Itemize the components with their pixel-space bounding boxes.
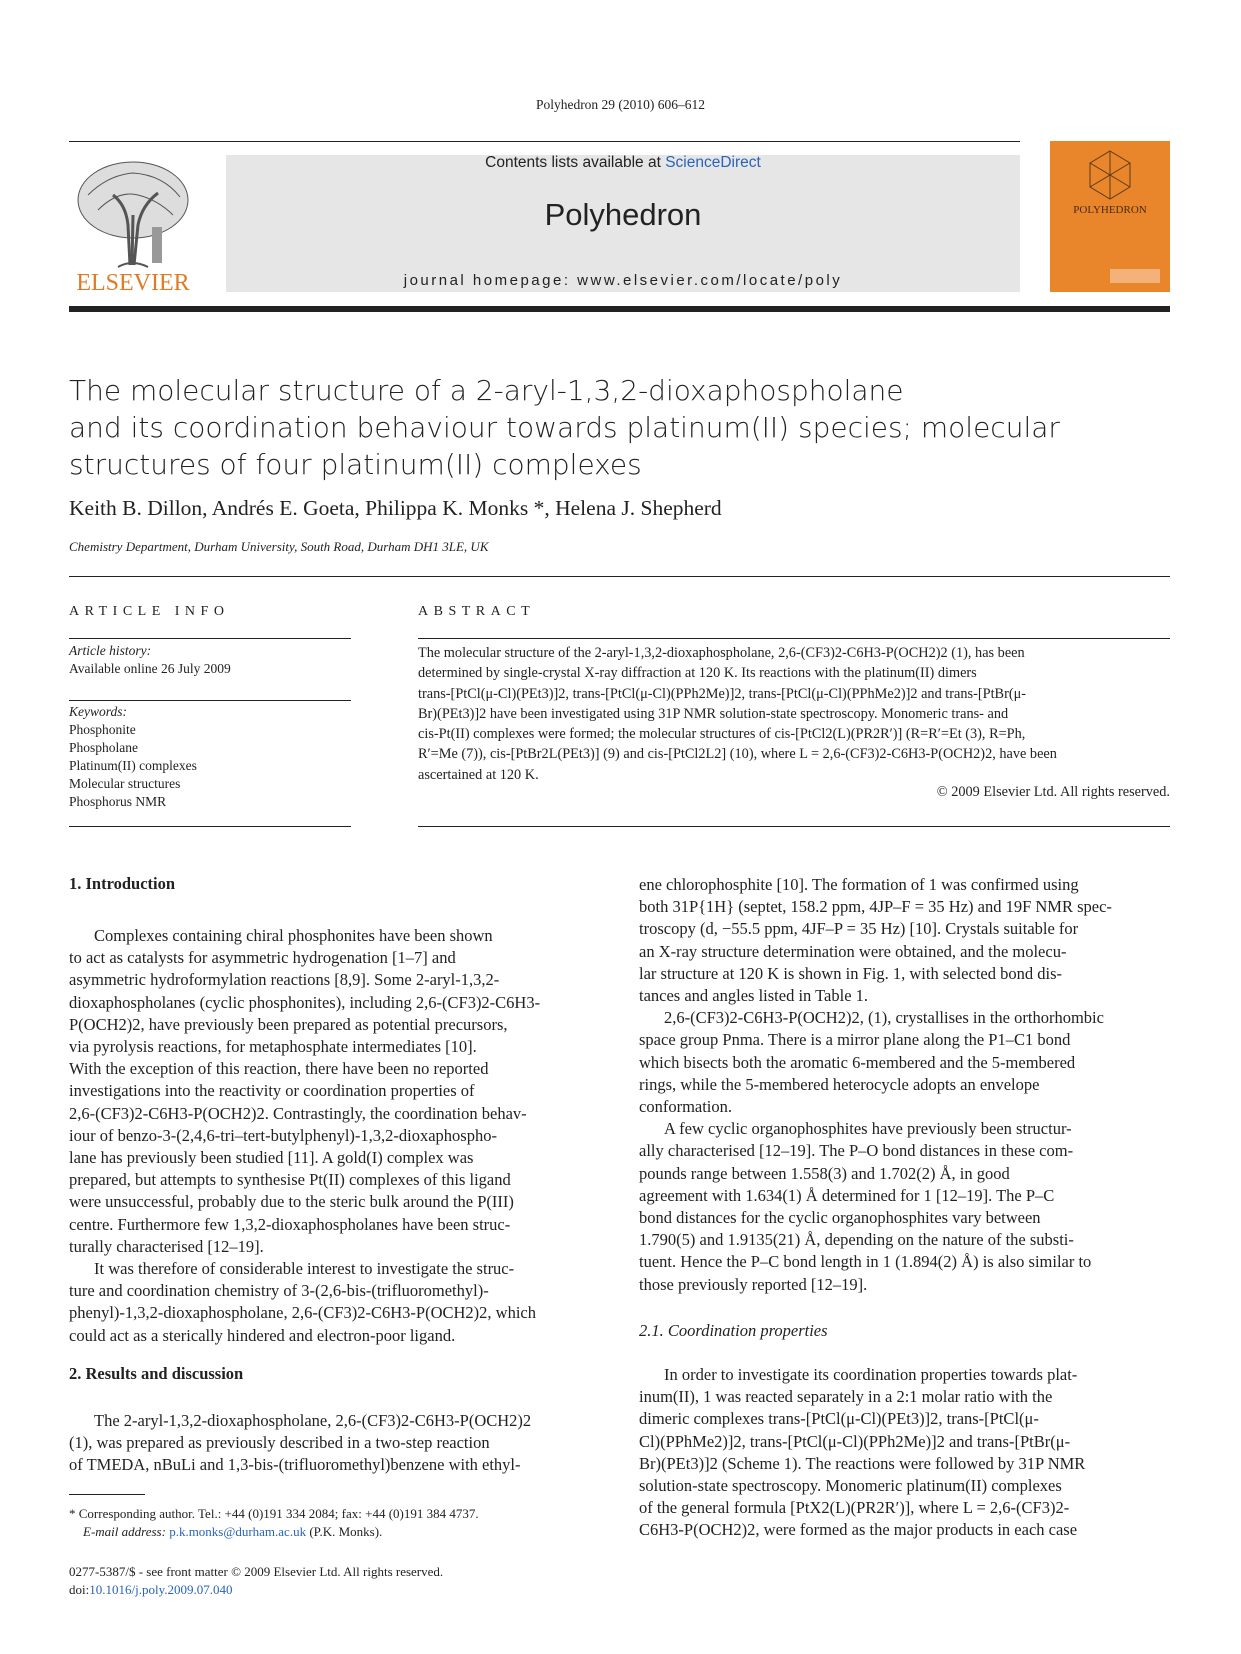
- text-line: prepared, but attempts to synthesise Pt(II) complexes of this ligand: [69, 1170, 511, 1190]
- article-history: [69, 642, 351, 678]
- text-line: ally characterised [12–19]. The P–O bond distances in these com-: [639, 1141, 1074, 1161]
- text-line: of the general formula [PtX2(L)(PR2R′)], where L = 2,6-(CF3)2-: [639, 1498, 1070, 1518]
- svg-text:ELSEVIER: ELSEVIER: [76, 270, 190, 295]
- text-line: pounds range between 1.558(3) and 1.702(2) Å, in good: [639, 1163, 1010, 1183]
- text-line: ture and coordination chemistry of 3-(2,6-bis-(trifluoromethyl)-: [69, 1281, 489, 1301]
- keywords-label: Keywords:: [69, 704, 127, 719]
- abstract-line: The molecular structure of the 2-aryl-1,3,2-dioxaphospholane, 2,6-(CF3)2-C6H3-P(OCH2)2 (1), has been: [418, 645, 1025, 661]
- keyword: Phosphorus NMR: [69, 794, 167, 809]
- title-line: The molecular structure of a 2-aryl-1,3,2-dioxaphospholane: [69, 374, 904, 407]
- tree-icon: [68, 155, 198, 295]
- text-line: those previously reported [12–19].: [639, 1274, 868, 1294]
- abstract-rule: [418, 826, 1170, 827]
- info-top-rule: [69, 576, 1170, 577]
- text-line: P(OCH2)2, have previously been prepared as potential precursors,: [69, 1014, 508, 1034]
- text-line: 2,6-(CF3)2-C6H3-P(OCH2)2. Contrastingly, the coordination behav-: [69, 1103, 527, 1123]
- text-line: to act as catalysts for asymmetric hydrogenation [1–7] and: [69, 948, 456, 968]
- section-heading-introduction: 1. Introduction: [69, 874, 176, 893]
- text-line: lane has previously been studied [11]. A gold(I) complex was: [69, 1148, 474, 1168]
- introduction-text: [69, 925, 600, 1347]
- text-line: turally characterised [12–19].: [69, 1236, 264, 1256]
- text-line: via pyrolysis reactions, for metaphosphate intermediates [10].: [69, 1037, 477, 1057]
- abstract-line: cis-Pt(II) complexes were formed; the molecular structures of cis-[PtCl2(L)(PR2R′)] (R=R′=Et (3), R=Ph,: [418, 726, 1026, 743]
- front-matter: [69, 1563, 629, 1599]
- doi-link[interactable]: 10.1016/j.poly.2009.07.040: [89, 1582, 233, 1597]
- text-line: Br)(PEt3)]2 (Scheme 1). The reactions were followed by 31P NMR: [639, 1453, 1086, 1473]
- text-line: rings, while the 5-membered heterocycle adopts an envelope: [639, 1074, 1040, 1094]
- text-line: Cl)(PPhMe2)]2, trans-[PtCl(μ-Cl)(PPh2Me)]2 and trans-[PtBr(μ-: [639, 1431, 1071, 1451]
- text-line: dioxaphospholanes (cyclic phosphonites), including 2,6-(CF3)2-C6H3-: [69, 992, 541, 1012]
- keyword: Phospholane: [69, 740, 138, 755]
- sciencedirect-link[interactable]: ScienceDirect: [665, 154, 761, 171]
- text-line: troscopy (d, −55.5 ppm, 4JF–P = 35 Hz) [10]. Crystals suitable for: [639, 919, 1079, 939]
- text-line: dimeric complexes trans-[PtCl(μ-Cl)(PEt3)]2, trans-[PtCl(μ-: [639, 1409, 1039, 1429]
- text-line: In order to investigate its coordination properties towards plat-: [664, 1365, 1078, 1385]
- email-suffix: (P.K. Monks).: [306, 1524, 383, 1539]
- info-rule: [69, 700, 351, 701]
- abstract-rule: [418, 638, 1170, 639]
- spacer: [639, 1342, 1170, 1364]
- info-rule: [69, 826, 351, 827]
- text-line: solution-state spectroscopy. Monomeric platinum(II) complexes: [639, 1476, 1062, 1496]
- svg-text:POLYHEDRON: POLYHEDRON: [1073, 204, 1147, 216]
- history-label: Article history:: [69, 643, 152, 658]
- text-line: It was therefore of considerable interest to investigate the struc-: [94, 1259, 515, 1279]
- results-text: [69, 1410, 600, 1477]
- text-line: ene chlorophosphite [10]. The formation of 1 was confirmed using: [639, 875, 1079, 894]
- section-heading-results: 2. Results and discussion: [69, 1364, 244, 1383]
- contents-line: [226, 154, 1020, 172]
- text-line: were unsuccessful, probably due to the steric bulk around the P(III): [69, 1192, 514, 1212]
- history-value: Available online 26 July 2009: [69, 661, 231, 676]
- text-line: space group Pnma. There is a mirror plane along the P1–C1 bond: [639, 1030, 1071, 1050]
- text-line: (1), was prepared as previously described in a two-step reaction: [69, 1433, 490, 1453]
- abstract-heading: ABSTRACT: [418, 604, 536, 619]
- text-line: iour of benzo-3-(2,4,6-tri–tert-butylphenyl)-1,3,2-dioxaphospho-: [69, 1125, 497, 1145]
- title-line: structures of four platinum(II) complexes: [69, 448, 642, 481]
- text-line: C6H3-P(OCH2)2, were formed as the major products in each case: [639, 1520, 1078, 1540]
- text-line: With the exception of this reaction, there have been no reported: [69, 1059, 489, 1079]
- footnote-rule: [69, 1494, 145, 1495]
- abstract-line: Br)(PEt3)]2 have been investigated using 31P NMR solution-state spectroscopy. Monomeric trans- and: [418, 705, 1009, 722]
- text-line: agreement with 1.634(1) Å determined for 1 [12–19]. The P–C: [639, 1185, 1055, 1205]
- banner-thick-rule: [69, 306, 1170, 312]
- abstract-line: determined by single-crystal X-ray diffraction at 120 K. Its reactions with the platinum(II) dimers: [418, 665, 977, 682]
- subsection-heading-coordination: 2.1. Coordination properties: [639, 1320, 828, 1340]
- abstract-line: ascertained at 120 K.: [418, 766, 539, 783]
- right-column-text: [639, 874, 1170, 1542]
- affiliation: Chemistry Department, Durham University, South Road, Durham DH1 3LE, UK: [69, 539, 489, 554]
- journal-title[interactable]: Polyhedron: [544, 197, 702, 232]
- text-line: A few cyclic organophosphites have previously been structur-: [664, 1119, 1072, 1139]
- abstract-line: trans-[PtCl(μ-Cl)(PEt3)]2, trans-[PtCl(μ-Cl)(PPh2Me)]2, trans-[PtCl(μ-Cl)(PPhMe2)]2 and trans-[PtBr(μ-: [418, 685, 1027, 702]
- text-line: investigations into the reactivity or coordination properties of: [69, 1081, 475, 1101]
- text-line: conformation.: [639, 1097, 733, 1117]
- text-line: which bisects both the aromatic 6-membered and the 5-membered: [639, 1052, 1076, 1072]
- text-line: bond distances for the cyclic organophosphites vary between: [639, 1208, 1041, 1228]
- text-line: inum(II), 1 was reacted separately in a 2:1 molar ratio with the: [639, 1387, 1053, 1407]
- doi-line: [69, 1581, 629, 1599]
- text-line: could act as a sterically hindered and electron-poor ligand.: [69, 1325, 456, 1345]
- keywords: [69, 703, 351, 811]
- text-line: 1.790(5) and 1.9135(21) Å, depending on the nature of the substi-: [639, 1230, 1074, 1250]
- email-label: E-mail address:: [83, 1524, 170, 1539]
- text-line: 2,6-(CF3)2-C6H3-P(OCH2)2, (1), crystallises in the orthorhombic: [664, 1008, 1104, 1028]
- email-line: [69, 1523, 629, 1541]
- info-rule: [69, 638, 351, 639]
- article-title: [69, 372, 1149, 483]
- title-line: and its coordination behaviour towards platinum(II) species; molecular: [69, 411, 1060, 444]
- email-link[interactable]: p.k.monks@durham.ac.uk: [169, 1524, 307, 1539]
- text-line: phenyl)-1,3,2-dioxaphospholane, 2,6-(CF3)2-C6H3-P(OCH2)2, which: [69, 1303, 536, 1323]
- polyhedron-icon: [1050, 141, 1170, 292]
- text-line: an X-ray structure determination were obtained, and the molecu-: [639, 941, 1067, 961]
- keyword: Platinum(II) complexes: [69, 758, 197, 773]
- elsevier-logo[interactable]: [68, 155, 198, 295]
- journal-cover-image[interactable]: [1050, 141, 1170, 292]
- text-line: The 2-aryl-1,3,2-dioxaphospholane, 2,6-(CF3)2-C6H3-P(OCH2)2: [94, 1411, 532, 1430]
- footnote: [69, 1505, 629, 1541]
- text-line: lar structure at 120 K is shown in Fig. 1, with selected bond dis-: [639, 963, 1062, 983]
- text-line: of TMEDA, nBuLi and 1,3-bis-(trifluoromethyl)benzene with ethyl-: [69, 1455, 521, 1475]
- running-head: Polyhedron 29 (2010) 606–612: [535, 97, 706, 112]
- corresponding-author: * Corresponding author. Tel.: +44 (0)191 334 2084; fax: +44 (0)191 384 4737.: [69, 1506, 479, 1521]
- issn-line: 0277-5387/$ - see front matter © 2009 Elsevier Ltd. All rights reserved.: [69, 1564, 444, 1579]
- text-line: asymmetric hydroformylation reactions [8,9]. Some 2-aryl-1,3,2-: [69, 970, 500, 990]
- text-line: Complexes containing chiral phosphonites have been shown: [94, 926, 493, 945]
- keyword: Molecular structures: [69, 776, 181, 791]
- author-list: Keith B. Dillon, Andrés E. Goeta, Philippa K. Monks *, Helena J. Shepherd: [69, 496, 722, 520]
- copyright-notice: © 2009 Elsevier Ltd. All rights reserved.: [936, 784, 1170, 800]
- journal-homepage-link[interactable]: journal homepage: www.elsevier.com/locate/poly: [403, 272, 843, 289]
- text-line: both 31P{1H} (septet, 158.2 ppm, 4JP–F = 35 Hz) and 19F NMR spec-: [639, 897, 1112, 917]
- text-line: tances and angles listed in Table 1.: [639, 986, 869, 1006]
- spacer: [639, 1296, 1170, 1320]
- contents-prefix: Contents lists available at: [485, 154, 666, 171]
- text-line: tuent. Hence the P–C bond length in 1 (1.894(2) Å) is also similar to: [639, 1252, 1092, 1272]
- doi-label: doi:: [69, 1582, 90, 1597]
- text-line: centre. Furthermore few 1,3,2-dioxaphospholanes have been struc-: [69, 1214, 511, 1234]
- article-info-heading: ARTICLE INFO: [69, 604, 230, 619]
- keyword: Phosphonite: [69, 722, 136, 737]
- abstract-line: R′=Me (7)), cis-[PtBr2L(PEt3)] (9) and cis-[PtCl2L2] (10), where L = 2,6-(CF3)2-C6H3-P(OCH2)2, have been: [418, 746, 1057, 763]
- header-rule: [69, 141, 1020, 142]
- abstract-body: [418, 643, 1170, 785]
